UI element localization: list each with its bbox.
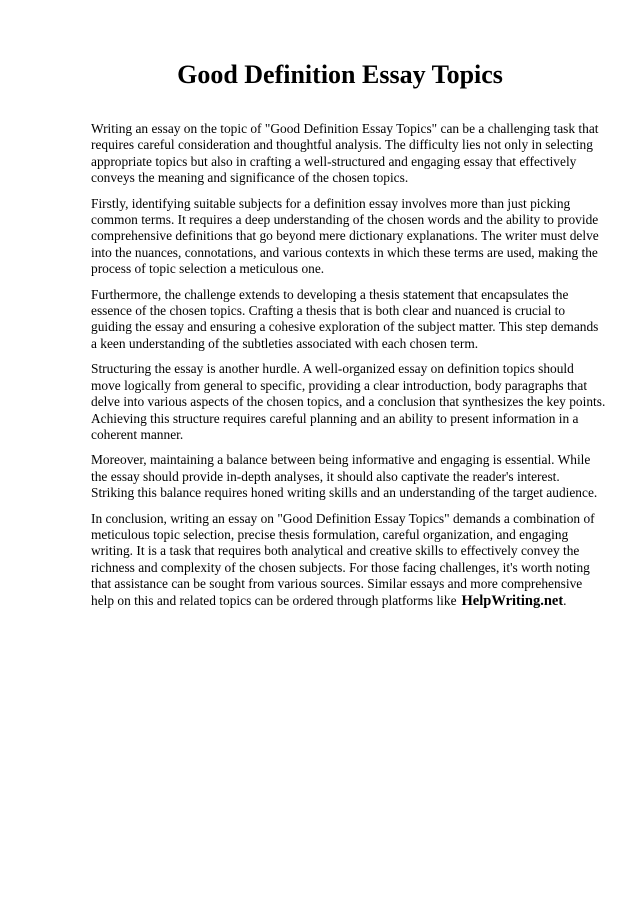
paragraph-firstly: Firstly, identifying suitable subjects for a definition essay involves more than just picking common terms. It requires a deep understanding of the chosen words and the ability to provide comprehensive definitions that go beyond mere dictionary explanations. The writer must delve into the nuances, connotations, and various contexts in which these terms are used, making the process of topic selection a meticulous one. — [91, 195, 599, 277]
paragraph-conclusion — [91, 511, 606, 609]
essay-body — [91, 121, 606, 618]
paragraph-intro: Writing an essay on the topic of "Good Definition Essay Topics" can be a challenging task that requires careful consideration and thoughtful analysis. The difficulty lies not only in selecting appropriate topics but also in crafting a well-structured and engaging essay that effectively conveys the meaning and significance of the chosen topics. — [91, 121, 599, 186]
paragraph-furthermore: Furthermore, the challenge extends to developing a thesis statement that encapsulates the essence of the chosen topics. Crafting a thesis that is both clear and nuanced is crucial to guiding the essay and ensuring a cohesive exploration of the subject matter. This step demands a keen understanding of the subtleties associated with each chosen term. — [91, 286, 599, 351]
conclusion-period: . — [563, 592, 567, 608]
paragraph-structuring: Structuring the essay is another hurdle. A well-organized essay on definition topics should move logically from general to specific, providing a clear introduction, body paragraphs that delve into various aspects of the chosen topics, and a conclusion that synthesizes the key points. Achieving this structure requires careful planning and an ability to present information in a coherent manner. — [91, 361, 606, 442]
helpwriting-link[interactable]: HelpWriting.net — [461, 592, 564, 609]
paragraph-moreover: Moreover, maintaining a balance between being informative and engaging is essential. While the essay should provide in-depth analyses, it should also captivate the reader's interest. Striking this balance requires honed writing skills and an understanding of the target audience. — [91, 452, 598, 501]
conclusion-text: In conclusion, writing an essay on "Good Definition Essay Topics" demands a combination of meticulous topic selection, precise thesis formulation, careful organization, and engaging writing. It is a task that requires both analytical and creative skills to effectively convey the richness and complexity of the chosen subjects. For those facing challenges, it's worth noting that assistance can be sought from various sources. Similar essays and more comprehensive help on this and related topics can be ordered through platforms like — [91, 510, 595, 608]
page-title: Good Definition Essay Topics — [177, 60, 503, 89]
